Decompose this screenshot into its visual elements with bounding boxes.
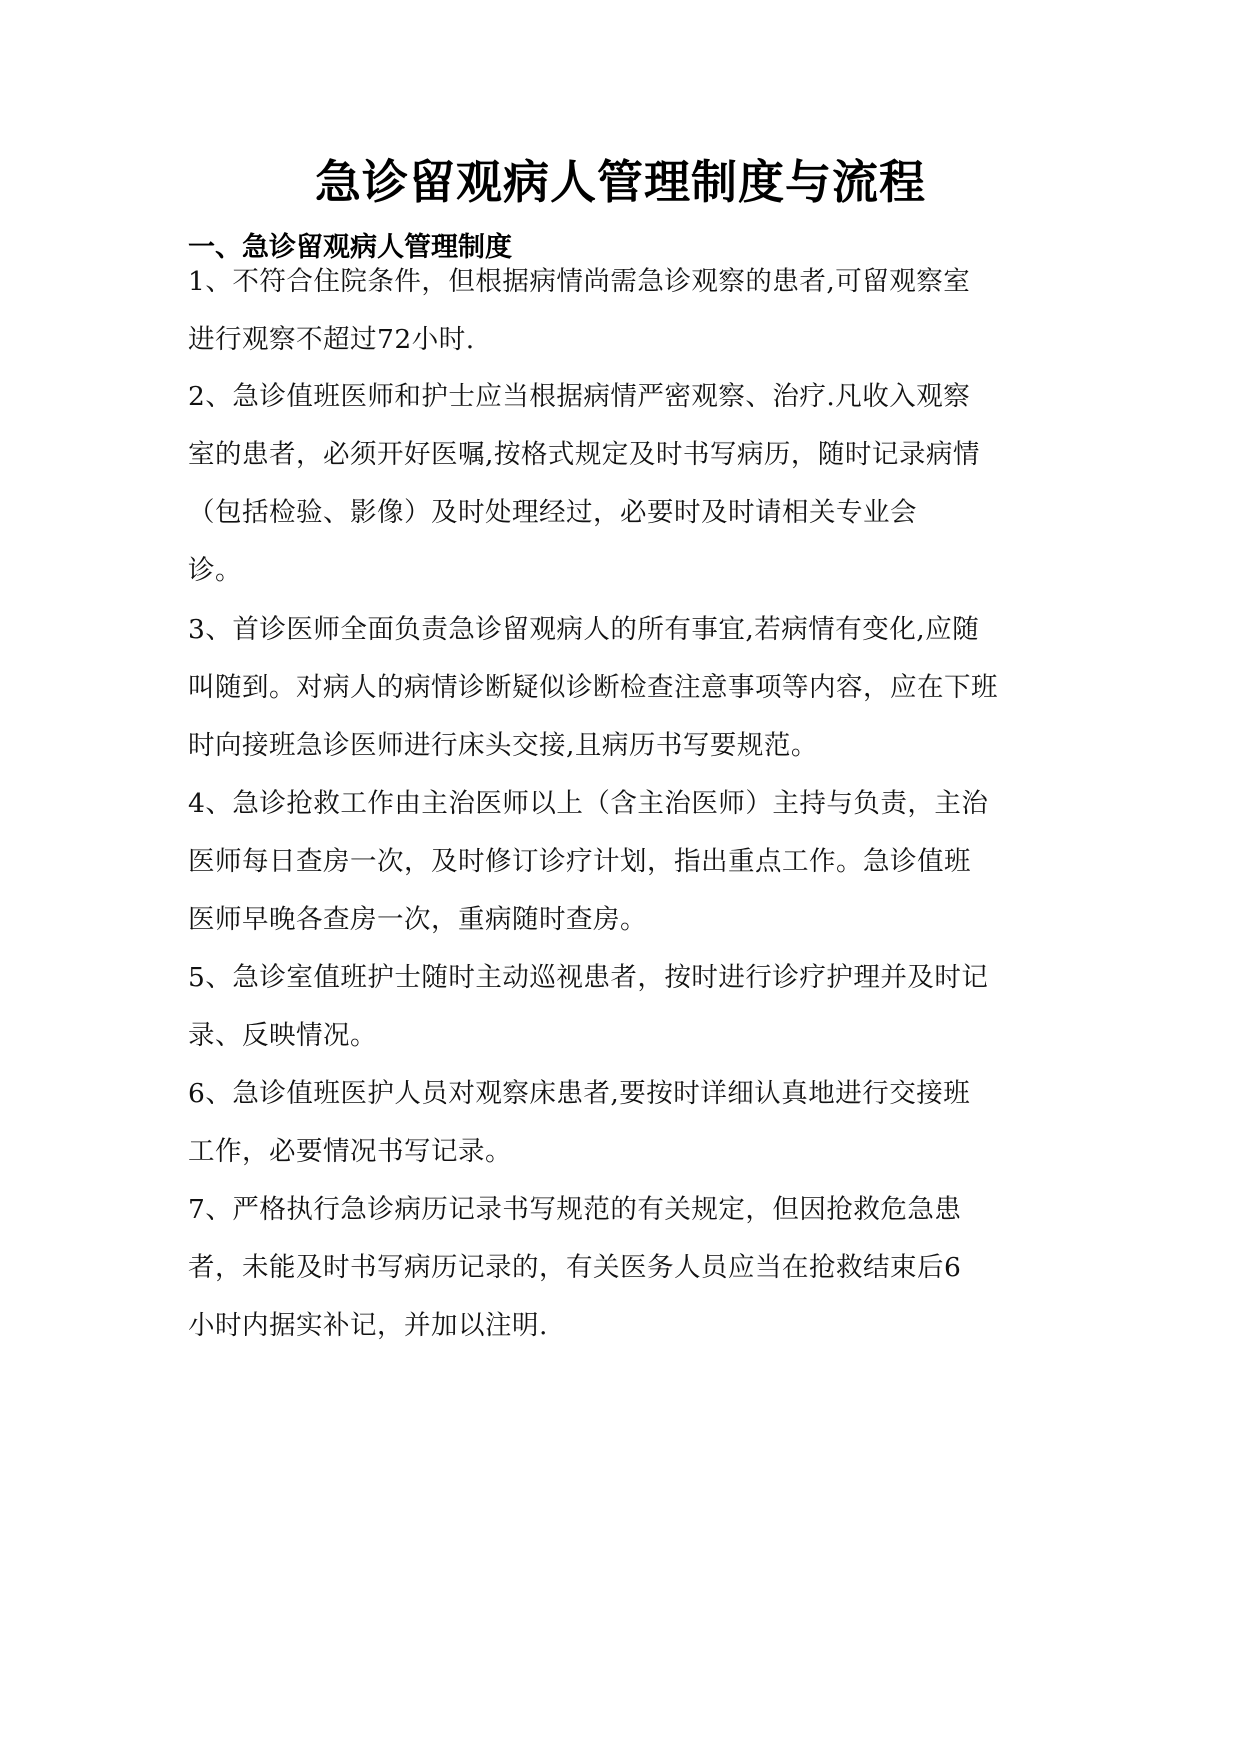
body-line: 6、急诊值班医护人员对观察床患者,要按时详细认真地进行交接班 [188, 1078, 971, 1109]
body-line: 医师早晚各查房一次，重病随时查房。 [188, 904, 647, 935]
body-line: 工作，必要情况书写记录。 [188, 1136, 512, 1167]
body-line: 者，未能及时书写病历记录的，有关医务人员应当在抢救结束后6 [188, 1252, 962, 1283]
body-line: 时向接班急诊医师进行床头交接,且病历书写要规范。 [188, 730, 818, 761]
body-line: 诊。 [188, 555, 242, 586]
body-line: 3、首诊医师全面负责急诊留观病人的所有事宜,若病情有变化,应随 [188, 614, 980, 645]
body-line: 5、急诊室值班护士随时主动巡视患者，按时进行诊疗护理并及时记 [188, 962, 989, 993]
body-line: 2、急诊值班医师和护士应当根据病情严密观察、治疗.凡收入观察 [188, 381, 971, 412]
body-line: 1、不符合住院条件，但根据病情尚需急诊观察的患者,可留观察室 [188, 266, 971, 297]
body-line: 7、严格执行急诊病历记录书写规范的有关规定，但因抢救危急患 [188, 1194, 962, 1225]
body-line: 4、急诊抢救工作由主治医师以上（含主治医师）主持与负责，主治 [188, 788, 989, 819]
body-line: 室的患者，必须开好医嘱,按格式规定及时书写病历，随时记录病情 [188, 439, 980, 470]
body-line: 进行观察不超过72小时. [188, 324, 475, 355]
body-line: 叫随到。对病人的病情诊断疑似诊断检查注意事项等内容，应在下班 [188, 672, 998, 703]
document-title: 急诊留观病人管理制度与流程 [315, 155, 926, 209]
body-line: 录、反映情况。 [188, 1020, 377, 1051]
body-line: 小时内据实补记，并加以注明. [188, 1310, 548, 1341]
body-line: （包括检验、影像）及时处理经过，必要时及时请相关专业会 [188, 497, 917, 528]
body-line: 医师每日查房一次，及时修订诊疗计划，指出重点工作。急诊值班 [188, 846, 971, 877]
section-heading: 一、急诊留观病人管理制度 [188, 232, 512, 263]
